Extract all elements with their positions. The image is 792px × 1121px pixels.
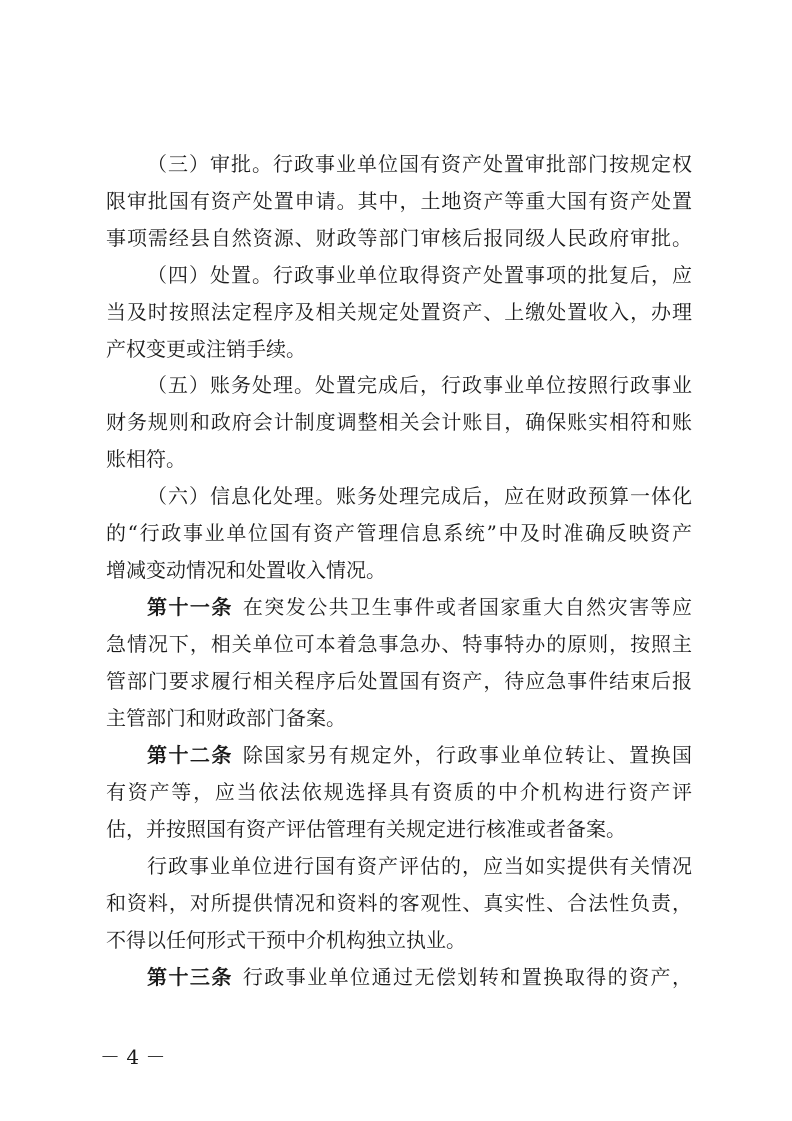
text-line: （五）账务处理。处置完成后，行政事业单位按照行政事业 (147, 373, 692, 397)
text-line: 和资料，对所提供情况和资料的客观性、真实性、合法性负责， (106, 891, 692, 915)
text-line: 增减变动情况和处置收入情况。 (106, 558, 386, 582)
text-line: 产权变更或注销手续。 (106, 337, 306, 361)
text-line (147, 741, 692, 769)
text-line: （三）审批。行政事业单位国有资产处置审批部门按规定权 (147, 152, 692, 176)
text-line: 估，并按照国有资产评估管理有关规定进行核准或者备案。 (106, 817, 626, 841)
text-line: 当及时按照法定程序及相关规定处置资产、上缴处置收入，办理 (106, 300, 692, 324)
text-span: 行政事业单位通过无偿划转和置换取得的资产， (242, 965, 693, 989)
text-line: （四）处置。行政事业单位取得资产处置事项的批复后，应 (147, 263, 692, 287)
text-line: 管部门要求履行相关程序后处置国有资产，待应急事件结束后报 (106, 669, 692, 693)
text-span: 除国家另有规定外，行政事业单位转让、置换国 (242, 743, 693, 767)
text-line: 有资产等，应当依法依规选择具有资质的中介机构进行资产评 (106, 780, 692, 804)
text-line: 行政事业单位进行国有资产评估的，应当如实提供有关情况 (147, 854, 692, 878)
text-line: 主管部门和财政部门备案。 (106, 706, 346, 730)
article-heading: 第十三条 (147, 965, 233, 989)
text-line: 不得以任何形式干预中介机构独立执业。 (106, 928, 466, 952)
text-line: 账相符。 (106, 447, 186, 471)
page-number: － 4 － (100, 1045, 166, 1069)
text-line (147, 963, 692, 991)
text-line: （六）信息化处理。账务处理完成后，应在财政预算一体化 (147, 484, 692, 508)
article-heading: 第十二条 (147, 743, 233, 767)
text-line (147, 593, 692, 621)
text-span: 在突发公共卫生事件或者国家重大自然灾害等应 (242, 595, 693, 619)
text-line: 限审批国有资产处置申请。其中，土地资产等重大国有资产处置 (106, 189, 692, 213)
text-line: 的“行政事业单位国有资产管理信息系统”中及时准确反映资产 (106, 521, 692, 545)
text-line: 急情况下，相关单位可本着急事急办、特事特办的原则，按照主 (106, 632, 692, 656)
text-line: 财务规则和政府会计制度调整相关会计账目，确保账实相符和账 (106, 410, 692, 434)
text-line: 事项需经县自然资源、财政等部门审核后报同级人民政府审批。 (106, 226, 692, 250)
article-heading: 第十一条 (147, 595, 233, 619)
